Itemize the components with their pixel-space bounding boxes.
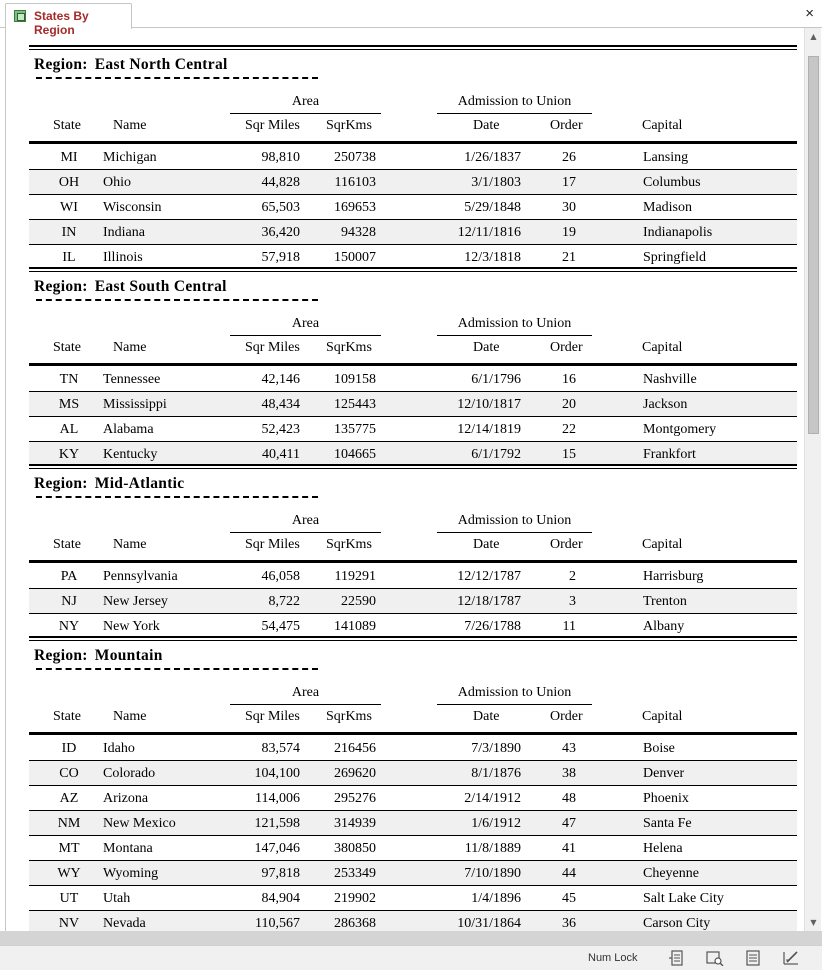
admission-date: 11/8/1889 (464, 841, 521, 856)
scroll-up-icon[interactable]: ▲ (810, 32, 817, 41)
area-sq-kms: 119291 (334, 569, 376, 584)
area-sq-kms: 125443 (334, 397, 376, 412)
admission-date: 5/29/1848 (464, 200, 521, 215)
col-state: State (53, 118, 81, 133)
region-label: Region: (34, 56, 88, 73)
area-sq-miles: 110,567 (255, 916, 300, 931)
state-abbr: AL (59, 422, 79, 437)
group-header (29, 267, 797, 367)
admission-order: 41 (562, 841, 576, 856)
capital: Harrisburg (643, 569, 704, 584)
admission-order: 17 (562, 175, 576, 190)
area-sq-kms: 104665 (334, 447, 376, 462)
area-sq-kms: 116103 (334, 175, 376, 190)
admission-order: 47 (562, 816, 576, 831)
area-sq-miles: 48,434 (261, 397, 300, 412)
state-abbr: MT (58, 841, 80, 856)
col-name: Name (113, 118, 147, 133)
divider (29, 636, 797, 638)
area-sq-miles: 8,722 (268, 594, 300, 609)
table-row (29, 886, 797, 911)
scroll-down-icon[interactable]: ▼ (810, 918, 817, 927)
area-sq-kms: 219902 (334, 891, 376, 906)
admission-order: 15 (562, 447, 576, 462)
divider (230, 704, 381, 705)
table-row (29, 195, 797, 220)
area-sq-kms: 141089 (334, 619, 376, 634)
area-sq-miles: 65,503 (261, 200, 300, 215)
area-sq-kms: 295276 (334, 791, 376, 806)
dashed-underline (36, 496, 318, 498)
tab-states-by-region[interactable] (5, 3, 132, 37)
report-canvas (5, 28, 804, 931)
state-name: Nevada (103, 916, 146, 931)
capital: Salt Lake City (643, 891, 724, 906)
state-abbr: MI (60, 150, 78, 165)
status-bar (0, 945, 822, 970)
admission-date: 12/10/1817 (457, 397, 521, 412)
area-sq-kms: 314939 (334, 816, 376, 831)
state-name: Wyoming (103, 866, 159, 881)
area-sq-kms: 94328 (341, 225, 376, 240)
col-name: Name (113, 340, 147, 355)
area-sq-miles: 84,904 (261, 891, 300, 906)
region-group (29, 464, 797, 639)
admission-order: 22 (562, 422, 576, 437)
col-state: State (53, 340, 81, 355)
table-row (29, 861, 797, 886)
area-sq-miles: 46,058 (261, 569, 300, 584)
state-abbr: AZ (59, 791, 79, 806)
admission-order: 44 (562, 866, 576, 881)
state-name: Wisconsin (103, 200, 162, 215)
admission-date: 6/1/1792 (471, 447, 521, 462)
area-header: Area (291, 685, 320, 700)
admission-date: 7/3/1890 (471, 741, 521, 756)
admission-date: 1/4/1896 (471, 891, 521, 906)
document-tab-strip (0, 0, 822, 37)
admission-order: 48 (562, 791, 576, 806)
state-abbr: PA (60, 569, 78, 584)
region-name: East South Central (94, 278, 227, 295)
region-heading (34, 475, 184, 493)
state-name: Tennessee (103, 372, 161, 387)
design-view-icon[interactable] (780, 949, 802, 968)
area-sq-kms: 253349 (334, 866, 376, 881)
table-row (29, 367, 797, 392)
area-sq-kms: 169653 (334, 200, 376, 215)
state-abbr: NY (58, 619, 80, 634)
capital: Santa Fe (643, 816, 692, 831)
col-name: Name (113, 537, 147, 552)
capital: Phoenix (643, 791, 689, 806)
divider (29, 267, 797, 269)
area-sq-miles: 52,423 (261, 422, 300, 437)
report-icon (14, 10, 26, 22)
table-row (29, 564, 797, 589)
state-abbr: WY (57, 866, 81, 881)
area-sq-miles: 147,046 (254, 841, 300, 856)
col-capital: Capital (642, 537, 683, 552)
admission-date: 12/11/1816 (457, 225, 521, 240)
area-sq-miles: 121,598 (254, 816, 300, 831)
capital: Frankfort (643, 447, 696, 462)
capital: Helena (643, 841, 683, 856)
admission-order: 20 (562, 397, 576, 412)
divider (230, 532, 381, 533)
table-row (29, 589, 797, 614)
area-sq-miles: 114,006 (255, 791, 300, 806)
state-name: Alabama (103, 422, 154, 437)
table-row (29, 786, 797, 811)
area-sq-kms: 135775 (334, 422, 376, 437)
admission-date: 6/1/1796 (471, 372, 521, 387)
scrollbar-thumb[interactable] (808, 56, 819, 434)
area-sq-miles: 97,818 (261, 866, 300, 881)
admission-date: 8/1/1876 (471, 766, 521, 781)
area-sq-miles: 42,146 (261, 372, 300, 387)
col-name: Name (113, 709, 147, 724)
state-name: Utah (103, 891, 131, 906)
capital: Nashville (643, 372, 697, 387)
admission-date: 7/26/1788 (464, 619, 521, 634)
area-header: Area (291, 94, 320, 109)
admission-order: 16 (562, 372, 576, 387)
area-sq-kms: 216456 (334, 741, 376, 756)
state-abbr: NJ (61, 594, 77, 609)
capital: Lansing (643, 150, 689, 165)
col-sqkms: SqrKms (326, 340, 372, 355)
divider (437, 113, 592, 114)
admission-order: 45 (562, 891, 576, 906)
col-date: Date (473, 537, 500, 552)
state-abbr: IN (61, 225, 77, 240)
admission-header: Admission to Union (457, 94, 572, 109)
table-row (29, 417, 797, 442)
col-capital: Capital (642, 340, 683, 355)
region-group (29, 636, 797, 931)
state-abbr: ID (61, 741, 77, 756)
admission-date: 12/14/1819 (457, 422, 521, 437)
admission-date: 1/6/1912 (471, 816, 521, 831)
admission-date: 7/10/1890 (464, 866, 521, 881)
region-group (29, 45, 797, 270)
area-sq-kms: 269620 (334, 766, 376, 781)
area-sq-miles: 54,475 (261, 619, 300, 634)
dashed-underline (36, 77, 318, 79)
capital: Albany (643, 619, 685, 634)
state-abbr: NM (57, 816, 81, 831)
col-date: Date (473, 118, 500, 133)
area-sq-miles: 57,918 (261, 250, 300, 265)
table-row (29, 911, 797, 931)
col-sqkms: SqrKms (326, 709, 372, 724)
dashed-underline (36, 668, 318, 670)
admission-date: 2/14/1912 (464, 791, 521, 806)
region-name: Mountain (94, 647, 163, 664)
area-sq-miles: 98,810 (261, 150, 300, 165)
state-name: Pennsylvania (103, 569, 178, 584)
col-sqmiles: Sqr Miles (245, 340, 300, 355)
admission-header: Admission to Union (457, 316, 572, 331)
divider (230, 113, 381, 114)
table-row (29, 392, 797, 417)
region-heading (34, 647, 163, 665)
capital: Indianapolis (643, 225, 713, 240)
close-icon[interactable]: × (805, 5, 814, 22)
capital: Columbus (643, 175, 701, 190)
col-capital: Capital (642, 118, 683, 133)
admission-order: 2 (569, 569, 576, 584)
region-name: East North Central (94, 56, 228, 73)
state-abbr: WI (60, 200, 78, 215)
admission-date: 12/12/1787 (457, 569, 521, 584)
col-sqmiles: Sqr Miles (245, 537, 300, 552)
num-lock-indicator: Num Lock (588, 952, 638, 964)
state-abbr: IL (62, 250, 76, 265)
col-order: Order (550, 340, 583, 355)
col-sqmiles: Sqr Miles (245, 709, 300, 724)
area-header: Area (291, 316, 320, 331)
group-header (29, 45, 797, 145)
divider (29, 45, 797, 47)
col-date: Date (473, 340, 500, 355)
divider (437, 335, 592, 336)
tab-label: States By Region (34, 9, 89, 37)
state-name: New Jersey (103, 594, 168, 609)
area-sq-miles: 40,411 (262, 447, 300, 462)
admission-order: 36 (562, 916, 576, 931)
report-view-icon[interactable] (666, 949, 688, 968)
region-label: Region: (34, 647, 88, 664)
area-sq-miles: 36,420 (261, 225, 300, 240)
dashed-underline (36, 299, 318, 301)
area-sq-miles: 104,100 (254, 766, 300, 781)
divider (29, 141, 797, 144)
col-date: Date (473, 709, 500, 724)
divider (29, 732, 797, 735)
state-abbr: MS (58, 397, 80, 412)
region-label: Region: (34, 278, 88, 295)
state-abbr: KY (58, 447, 80, 462)
capital: Jackson (643, 397, 688, 412)
state-name: New York (103, 619, 160, 634)
region-name: Mid-Atlantic (94, 475, 185, 492)
vertical-scrollbar[interactable] (804, 28, 821, 931)
col-capital: Capital (642, 709, 683, 724)
area-sq-kms: 109158 (334, 372, 376, 387)
state-name: Illinois (103, 250, 143, 265)
admission-order: 21 (562, 250, 576, 265)
col-state: State (53, 537, 81, 552)
region-label: Region: (34, 475, 88, 492)
col-order: Order (550, 118, 583, 133)
admission-date: 12/3/1818 (464, 250, 521, 265)
area-sq-kms: 150007 (334, 250, 376, 265)
state-name: Kentucky (103, 447, 158, 462)
divider (29, 560, 797, 563)
state-name: Indiana (103, 225, 145, 240)
state-name: Arizona (103, 791, 149, 806)
admission-order: 30 (562, 200, 576, 215)
admission-order: 43 (562, 741, 576, 756)
area-sq-kms: 22590 (341, 594, 376, 609)
admission-date: 1/26/1837 (464, 150, 521, 165)
admission-header: Admission to Union (457, 513, 572, 528)
admission-date: 3/1/1803 (471, 175, 521, 190)
area-sq-miles: 83,574 (261, 741, 300, 756)
admission-order: 38 (562, 766, 576, 781)
table-row (29, 736, 797, 761)
region-group (29, 267, 797, 467)
region-heading (34, 56, 228, 74)
divider (29, 640, 797, 641)
capital: Boise (643, 741, 675, 756)
state-name: Montana (103, 841, 153, 856)
area-sq-kms: 250738 (334, 150, 376, 165)
admission-order: 26 (562, 150, 576, 165)
state-abbr: CO (59, 766, 79, 781)
state-name: Michigan (103, 150, 157, 165)
group-header (29, 464, 797, 564)
capital: Montgomery (643, 422, 717, 437)
state-name: Colorado (103, 766, 156, 781)
divider (29, 49, 797, 50)
table-row (29, 761, 797, 786)
col-state: State (53, 709, 81, 724)
state-abbr: UT (59, 891, 79, 906)
admission-date: 10/31/1864 (457, 916, 521, 931)
state-abbr: NV (58, 916, 80, 931)
state-abbr: OH (58, 175, 80, 190)
area-sq-kms: 380850 (334, 841, 376, 856)
admission-order: 19 (562, 225, 576, 240)
state-name: Idaho (103, 741, 135, 756)
area-header: Area (291, 513, 320, 528)
col-sqkms: SqrKms (326, 118, 372, 133)
region-heading (34, 278, 227, 296)
print-preview-icon[interactable] (704, 949, 726, 968)
layout-view-icon[interactable] (742, 949, 764, 968)
col-order: Order (550, 709, 583, 724)
divider (29, 363, 797, 366)
capital: Springfield (643, 250, 706, 265)
divider (437, 532, 592, 533)
divider (230, 335, 381, 336)
table-row (29, 811, 797, 836)
divider (437, 704, 592, 705)
table-row (29, 836, 797, 861)
area-sq-miles: 44,828 (261, 175, 300, 190)
divider (29, 468, 797, 469)
col-sqkms: SqrKms (326, 537, 372, 552)
table-row (29, 220, 797, 245)
area-sq-kms: 286368 (334, 916, 376, 931)
admission-order: 11 (562, 619, 576, 634)
state-name: New Mexico (103, 816, 176, 831)
admission-header: Admission to Union (457, 685, 572, 700)
state-name: Ohio (103, 175, 131, 190)
capital: Trenton (643, 594, 687, 609)
table-row (29, 170, 797, 195)
state-abbr: TN (59, 372, 79, 387)
group-header (29, 636, 797, 736)
state-name: Mississippi (103, 397, 167, 412)
admission-date: 12/18/1787 (457, 594, 521, 609)
col-sqmiles: Sqr Miles (245, 118, 300, 133)
capital: Carson City (643, 916, 711, 931)
capital: Cheyenne (643, 866, 699, 881)
col-order: Order (550, 537, 583, 552)
capital: Denver (643, 766, 685, 781)
horizontal-scroll-strip (0, 931, 822, 945)
divider (29, 271, 797, 272)
divider (29, 464, 797, 466)
admission-order: 3 (569, 594, 576, 609)
capital: Madison (643, 200, 692, 215)
table-row (29, 145, 797, 170)
